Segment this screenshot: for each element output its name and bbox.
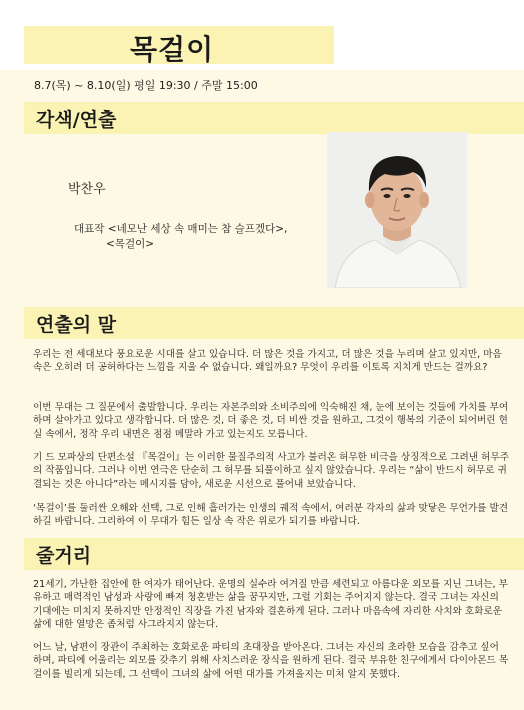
director-name: 박찬우 <box>68 182 106 197</box>
works-line-1: 대표작 <네모난 세상 속 매미는 참 슬프겠다>, <box>74 223 288 235</box>
director-works <box>74 222 287 252</box>
synopsis-paragraph-2: 어느 날, 남편이 장관이 주최하는 호화로운 파티의 초대장을 받아온다. 그녀는 자신의 초라한 모습을 감추고 싶어 하며, 파티에 어울리는 외모를 갖추기 위해 사치스러운 장식을 원하게 된다. 결국 부유한 친구에게서 다이아몬드 목걸이를 빌리게 되는데, 그 선택이 그녀의 삶에 어떤 대가를 가져올지는 미처 알지 못했다. <box>33 642 509 680</box>
synopsis-paragraph-1: 21세기, 가난한 집안에 한 여자가 태어난다. 운명의 실수라 여겨질 만큼 세련되고 아름다운 외모를 지닌 그녀는, 부유하고 매력적인 남성과 사랑에 빠져 청혼받는 삶을 꿈꾸지만, 그럴 기회는 주어지지 않는다. 결국 그녀는 자신의 기대에는 미치지 못하지만 안정적인 직장을 가진 남자와 결혼하게 된다. 그러나 마음속에 자리한 사치와 호화로운 삶에 대한 열망은 좀처럼 사그라지지 않는다. <box>33 579 508 630</box>
section-heading-synopsis: 줄거리 <box>36 545 92 567</box>
section-highlight-synopsis <box>24 538 524 570</box>
performance-dates: 8.7(목) ~ 8.10(일) 평일 19:30 / 주말 15:00 <box>34 79 258 92</box>
portrait-icon <box>327 132 467 288</box>
note-paragraph-3: 기 드 모파상의 단편소설 『목걸이』는 이러한 물질주의적 사고가 불러온 허무한 비극을 상징적으로 그려낸 허무주의 작품입니다. 그러나 이번 연극은 단순히 그 허무를 되풀이하고 싶지 않았습니다. 우리는 “삶이 반드시 허무로 귀결되는 것은 아니다”라는 메시지를 담아, 새로운 시선으로 풀어내 보았습니다. <box>33 452 509 490</box>
works-line-2: <목걸이> <box>106 238 155 250</box>
section-heading-note: 연출의 말 <box>36 314 117 336</box>
note-paragraph-2: 이번 무대는 그 질문에서 출발합니다. 우리는 자본주의와 소비주의에 익숙해진 채, 눈에 보이는 것들에 가치를 부여하며 살아가고 있다고 생각합니다. 더 많은 것, 더 좋은 것, 더 비싼 것을 원하고, 그것이 행복의 기준이 되어버린 현실 속에서, 정작 우리 내면은 점점 메말라 가고 있는지도 모릅니다. <box>33 402 509 440</box>
director-portrait-photo <box>327 132 467 288</box>
page-title: 목걸이 <box>130 33 215 66</box>
note-paragraph-4: ‘목걸이’를 둘러싼 오해와 선택, 그로 인해 흘러가는 인생의 궤적 속에서, 여러분 각자의 삶과 맞닿은 무언가를 발견하길 바랍니다. 그리하여 이 무대가 힘든 일상 속 작은 위로가 되기를 바랍니다. <box>33 503 508 528</box>
note-paragraph-1: 우리는 전 세대보다 풍요로운 시대를 살고 있습니다. 더 많은 것을 가지고, 더 많은 것을 누리며 살고 있지만, 마음속은 오히려 더 공허하다는 느낌을 지울 수 없습니다. 왜일까요? 무엇이 우리를 이토록 지치게 만드는 걸까요? <box>33 349 502 374</box>
section-heading-director: 각색/연출 <box>36 109 117 131</box>
